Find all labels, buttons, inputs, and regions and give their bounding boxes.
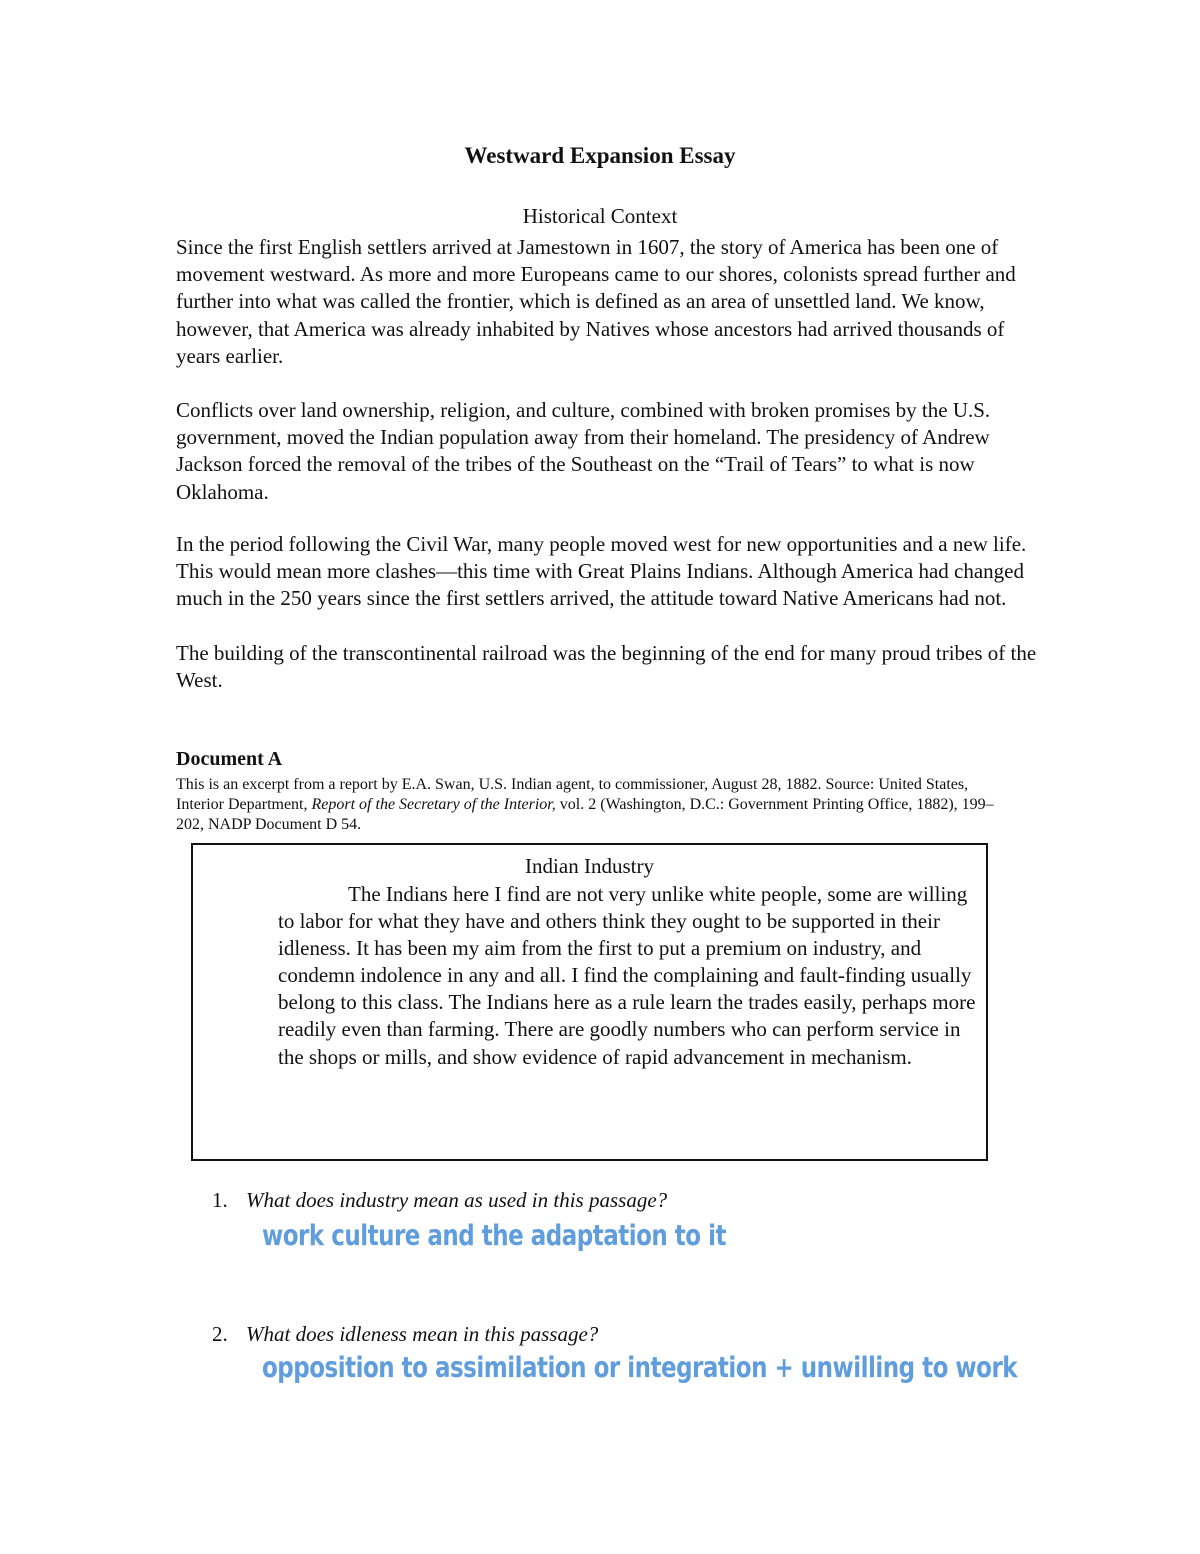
paragraph-1: Since the first English settlers arrived at Jamestown in 1607, the story of America has been one of movement westward. As more and more Europeans came to our shores, colonists spread further and further into what was called the frontier, which is defined as an area of unsettled land. We know, however, that America was already inhabited by Natives whose ancestors had arrived thousands of years earlier. <box>176 235 1016 368</box>
question-2-text: What does idleness mean in this passage? <box>246 1322 599 1346</box>
source-suffix: vol. 2 (Washington, D.C.: Government Printing Office, 1882), 199–202, NADP Document D 54. <box>176 796 994 833</box>
question-1 <box>212 1188 667 1213</box>
source-prefix: This is an excerpt from a report by E.A. Swan, U.S. Indian agent, to commissioner, August 28, 1882. Source: United States, Interior Department, <box>176 776 969 813</box>
excerpt-title: Indian Industry <box>525 854 654 878</box>
document-title: Westward Expansion Essay <box>464 143 736 168</box>
question-1-number: 1. <box>212 1188 228 1212</box>
question-2 <box>212 1322 598 1347</box>
section-subtitle: Historical Context <box>522 204 678 228</box>
answer-2-handwriting: opposition to assimilation or integration + unwilling to work <box>262 1352 1018 1385</box>
answer-1-handwriting: work culture and the adaptation to it <box>262 1220 726 1253</box>
question-1-text: What does industry mean as used in this passage? <box>246 1188 668 1212</box>
paragraph-4: The building of the transcontinental railroad was the beginning of the end for many proud tribes of the West. <box>176 641 1037 693</box>
excerpt-text: The Indians here I find are not very unlike white people, some are willing to labor for what they have and others think they ought to be supported in their idleness. It has been my aim from the first to put a premium on industry, and condemn indolence in any and all. I find the complaining and fault-finding usually belong to this class. The Indians here as a rule learn the trades easily, perhaps more readily even than farming. There are goodly numbers who can perform service in the shops or mills, and show evidence of rapid advancement in mechanism. <box>278 882 976 1069</box>
paragraph-3: In the period following the Civil War, many people moved west for new opportunities and a new life. This would mean more clashes—this time with Great Plains Indians. Although America had changed much in the 250 years since the first settlers arrived, the attitude toward Native Americans had not. <box>176 532 1027 611</box>
source-title: Report of the Secretary of the Interior, <box>311 796 556 813</box>
document-a-source <box>176 775 1016 835</box>
document-a-heading: Document A <box>176 748 283 770</box>
paragraph-2: Conflicts over land ownership, religion, and culture, combined with broken promises by the U.S. government, moved the Indian population away from their homeland. The presidency of Andrew Jackson forced the removal of the tribes of the Southeast on the “Trail of Tears” to what is now Oklahoma. <box>176 398 991 504</box>
question-2-number: 2. <box>212 1322 228 1346</box>
